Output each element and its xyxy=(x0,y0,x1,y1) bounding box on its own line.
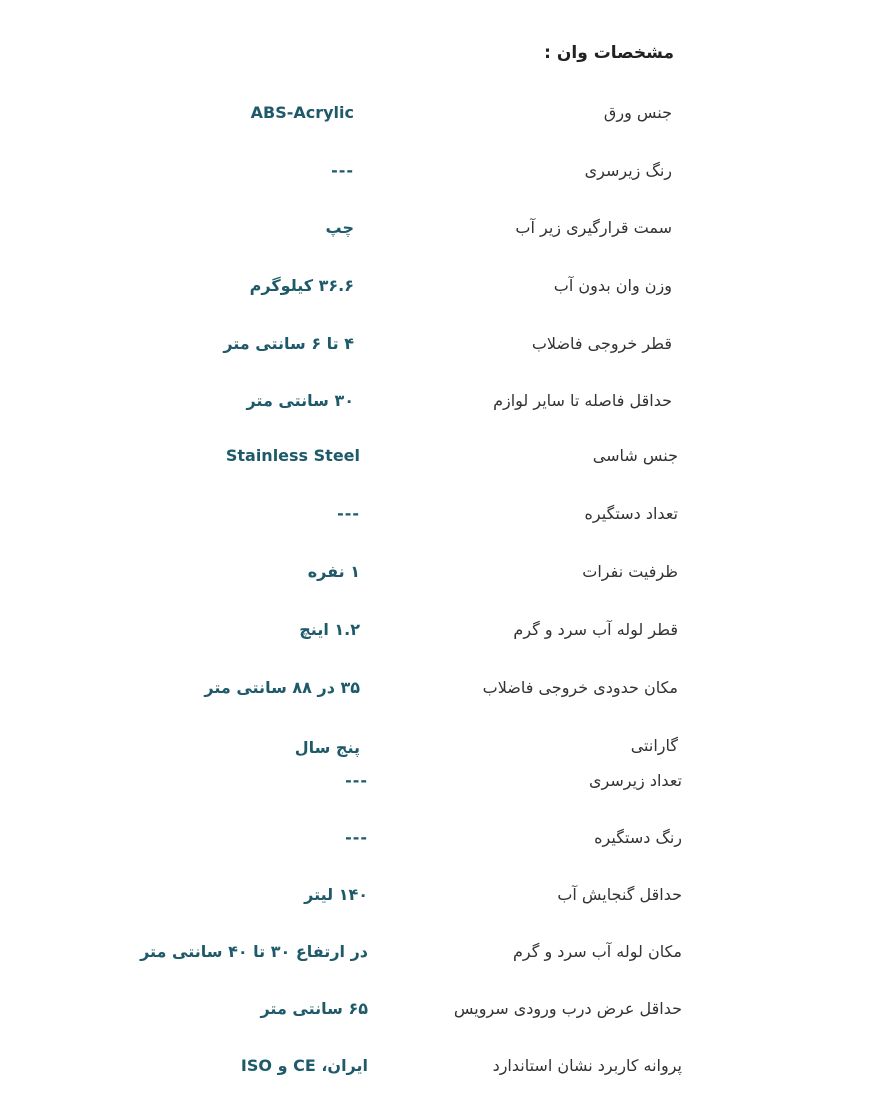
spec-value: --- xyxy=(345,828,368,847)
spec-label: پروانه کاربرد نشان استاندارد xyxy=(492,1056,682,1075)
spec-row-pipe-diameter xyxy=(0,615,870,645)
spec-value: ۱.۲ اینچ xyxy=(299,620,360,639)
spec-row-sheet-material xyxy=(0,98,870,128)
spec-value: ۳۶.۶ کیلوگرم xyxy=(249,276,354,295)
spec-row-headrest-count xyxy=(0,766,870,796)
spec-row-min-water-capacity xyxy=(0,880,870,910)
spec-label: حداقل فاصله تا سایر لوازم xyxy=(493,391,672,410)
spec-value: در ارتفاع ۳۰ تا ۴۰ سانتی متر xyxy=(140,942,368,961)
spec-label: مکان لوله آب سرد و گرم xyxy=(513,942,682,961)
spec-label: گارانتی xyxy=(630,736,678,755)
spec-value: Stainless Steel xyxy=(225,446,360,465)
spec-row-drain-side xyxy=(0,213,870,243)
spec-label: جنس ورق xyxy=(603,103,672,122)
spec-row-frame-material xyxy=(0,441,870,471)
spec-value: --- xyxy=(337,504,360,523)
spec-value: ۶۵ سانتی متر xyxy=(260,999,368,1018)
spec-row-dry-weight xyxy=(0,271,870,301)
spec-value: --- xyxy=(345,771,368,790)
spec-value: --- xyxy=(331,161,354,180)
spec-value: ۱۴۰ لیتر xyxy=(304,885,368,904)
spec-value: ۳۵ در ۸۸ سانتی متر xyxy=(204,678,360,697)
spec-value: پنج سال xyxy=(294,738,360,757)
spec-label: تعداد دستگیره xyxy=(584,504,678,523)
spec-row-headrest-color xyxy=(0,156,870,186)
spec-label: رنگ دستگیره xyxy=(594,828,682,847)
spec-row-standard-license xyxy=(0,1051,870,1081)
spec-value: چپ xyxy=(325,218,354,237)
spec-row-handle-count xyxy=(0,499,870,529)
spec-value: ایران، CE و ISO xyxy=(240,1056,368,1075)
spec-label: تعداد زیرسری xyxy=(589,771,682,790)
spec-label: قطر خروجی فاضلاب xyxy=(531,334,672,353)
spec-label: سمت قرارگیری زیر آب xyxy=(515,218,672,237)
spec-value: ABS-Acrylic xyxy=(250,103,354,122)
spec-value: ۴ تا ۶ سانتی متر xyxy=(223,334,354,353)
spec-label: جنس شاسی xyxy=(592,446,678,465)
spec-label: رنگ زیرسری xyxy=(584,161,672,180)
spec-value: ۳۰ سانتی متر xyxy=(246,391,354,410)
spec-label: ظرفیت نفرات xyxy=(582,562,678,581)
spec-value: ۱ نفره xyxy=(307,562,360,581)
spec-label: قطر لوله آب سرد و گرم xyxy=(513,620,678,639)
spec-label: حداقل گنجایش آب xyxy=(557,885,682,904)
spec-row-min-door-width xyxy=(0,994,870,1024)
spec-row-drain-location xyxy=(0,673,870,703)
spec-row-min-clearance xyxy=(0,386,870,416)
spec-row-capacity xyxy=(0,557,870,587)
spec-label: مکان حدودی خروجی فاضلاب xyxy=(482,678,678,697)
spec-row-warranty xyxy=(0,731,870,761)
spec-row-drain-diameter xyxy=(0,329,870,359)
spec-row-pipe-location xyxy=(0,937,870,967)
spec-label: حداقل عرض درب ورودی سرویس xyxy=(453,999,682,1018)
spec-label: وزن وان بدون آب xyxy=(553,276,672,295)
spec-row-handle-color xyxy=(0,823,870,853)
page-title: مشخصات وان : xyxy=(544,43,674,63)
